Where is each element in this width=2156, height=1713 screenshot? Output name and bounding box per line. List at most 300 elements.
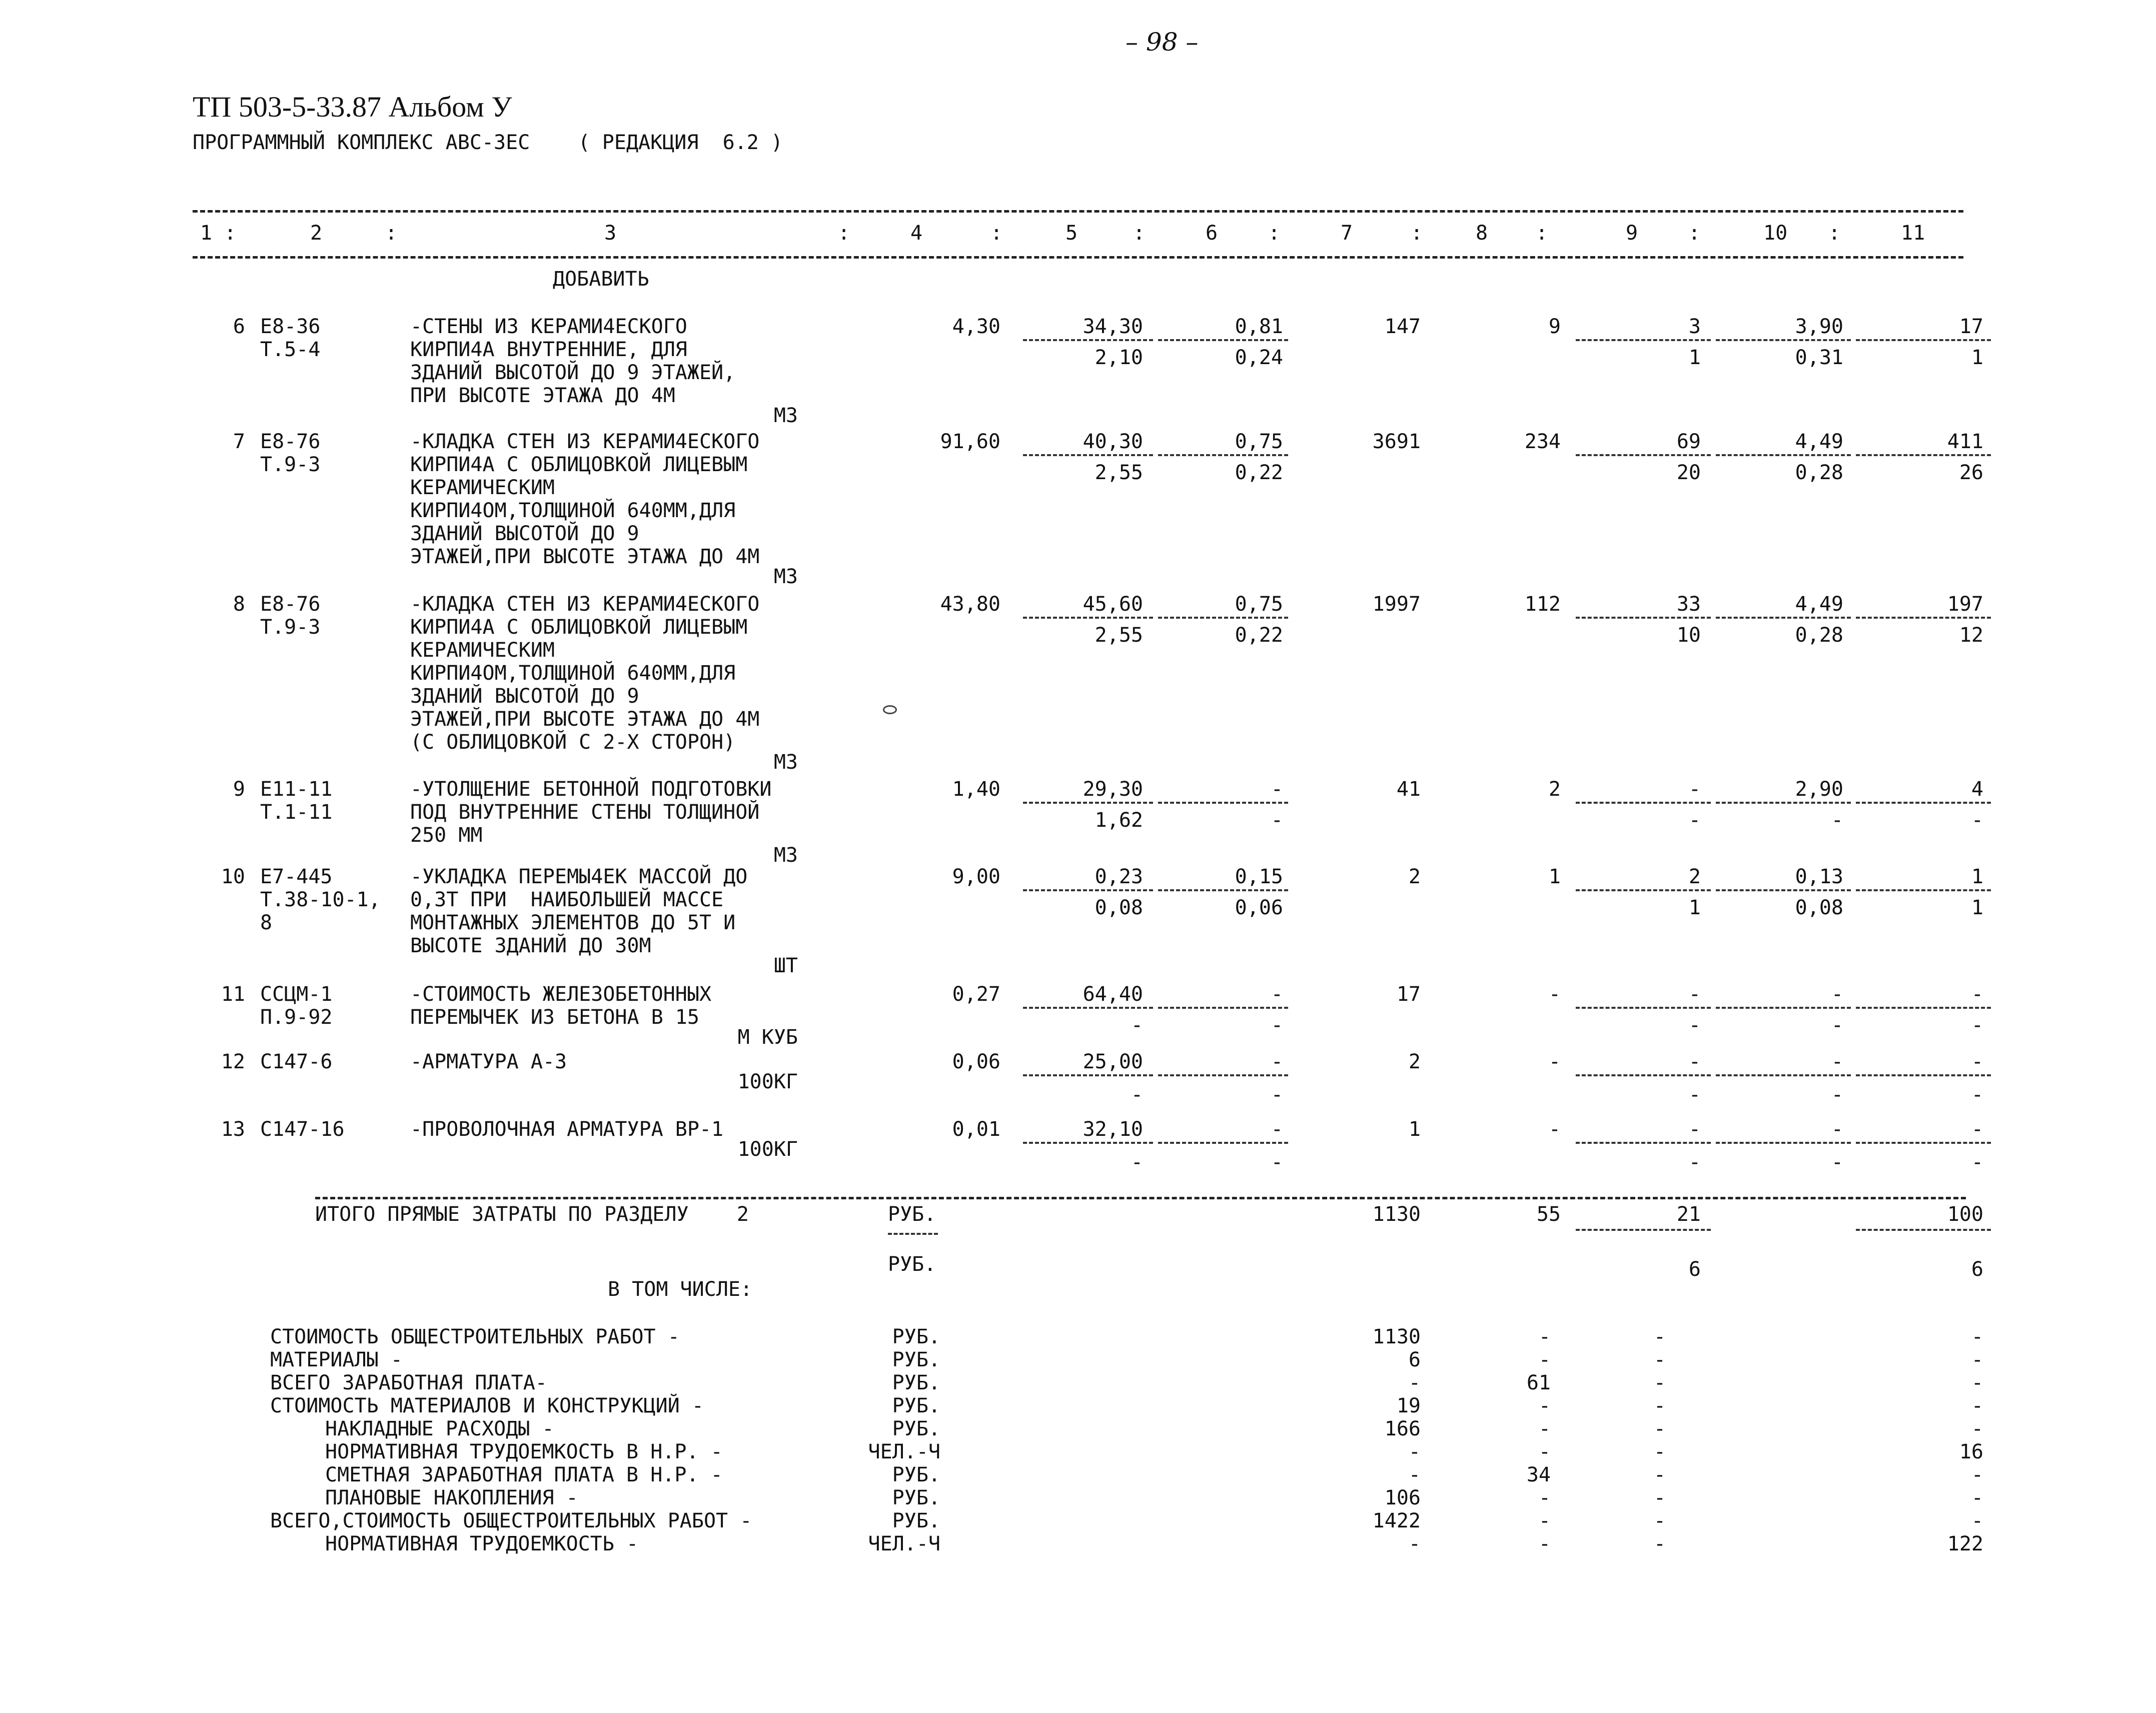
summary-unit: РУБ. (892, 1509, 940, 1532)
row-number: 10 (221, 865, 245, 888)
row-description: -УТОЛЩЕНИЕ БЕТОННОЙ ПОДГОТОВКИ (410, 778, 772, 801)
total-c8: 55 (1536, 1203, 1561, 1226)
summary-c8: - (1538, 1325, 1551, 1348)
program-subtitle: ПРОГРАММНЫЙ КОМПЛЕКС АВС-ЗЕС ( РЕДАКЦИЯ 6.2 ) (193, 131, 783, 154)
value-c8: 2 (1548, 778, 1561, 801)
document-title: ТП 503-5-33.87 Альбом У (193, 91, 512, 123)
summary-c8: - (1538, 1486, 1551, 1509)
unit-divider (888, 1233, 938, 1235)
value-c6-b: 0,06 (1235, 896, 1283, 919)
fraction-divider (1023, 1142, 1153, 1144)
value-c6: - (1271, 778, 1283, 801)
value-c10: 4,49 (1795, 430, 1843, 453)
row-code: Е8-36 (260, 315, 321, 338)
row-code: Т.38-10-1, (260, 888, 381, 911)
header-cell-5: : (838, 222, 850, 245)
value-c10-b: - (1831, 1151, 1843, 1174)
value-c6: 0,75 (1235, 430, 1283, 453)
summary-c7: - (1408, 1440, 1421, 1463)
header-cell-7: : (990, 222, 1003, 245)
summary-label: ВСЕГО ЗАРАБОТНАЯ ПЛАТА- (270, 1371, 547, 1394)
value-c5-b: 2,10 (1095, 346, 1143, 369)
row-description: 0,3Т ПРИ НАИБОЛЬШЕЙ МАССЕ (410, 888, 724, 911)
fraction-divider (1023, 889, 1153, 891)
summary-c7: - (1408, 1463, 1421, 1486)
row-code: Е7-445 (260, 865, 333, 888)
value-c9-b: - (1688, 1083, 1701, 1106)
value-c10: - (1831, 1050, 1843, 1073)
summary-unit: РУБ. (892, 1417, 940, 1440)
fraction-divider (1856, 889, 1991, 891)
summary-c9: - (1653, 1463, 1666, 1486)
header-cell-9: : (1133, 222, 1146, 245)
summary-unit: ЧЕЛ.-Ч (868, 1440, 940, 1463)
header-cell-20: 11 (1901, 222, 1925, 245)
fraction-divider (1576, 454, 1711, 456)
row-description: ЗДАНИЙ ВЫСОТОЙ ДО 9 ЭТАЖЕЙ, (410, 361, 736, 384)
value-c10: 0,13 (1795, 865, 1843, 888)
value-c5: 32,10 (1083, 1118, 1143, 1141)
value-c11: 17 (1959, 315, 1983, 338)
row-description: -УКЛАДКА ПЕРЕМЫ4ЕК МАССОЙ ДО (410, 865, 748, 888)
fraction-divider (1716, 454, 1851, 456)
value-c9: 33 (1676, 593, 1701, 616)
fraction-divider (1158, 617, 1288, 619)
fraction-divider (1576, 1229, 1711, 1231)
value-c5-b: - (1131, 1151, 1143, 1174)
row-description: ПРИ ВЫСОТЕ ЭТАЖА ДО 4М (410, 384, 675, 407)
row-description: КИРПИ4ОМ,ТОЛЩИНОЙ 640ММ,ДЛЯ (410, 662, 736, 685)
row-unit: М3 (773, 565, 798, 588)
fraction-divider (1716, 1074, 1851, 1076)
value-c9: 3 (1688, 315, 1701, 338)
summary-c11: - (1971, 1417, 1983, 1440)
summary-c8: - (1538, 1394, 1551, 1417)
header-cell-11: : (1268, 222, 1281, 245)
total-rule (315, 1197, 1966, 1199)
header-cell-10: 6 (1206, 222, 1218, 245)
header-cell-15: : (1536, 222, 1548, 245)
value-c7: 3691 (1372, 430, 1421, 453)
row-description: -СТЕНЫ ИЗ КЕРАМИ4ЕСКОГО (410, 315, 687, 338)
value-c5: 29,30 (1083, 778, 1143, 801)
row-description: ЭТАЖЕЙ,ПРИ ВЫСОТЕ ЭТАЖА ДО 4М (410, 545, 760, 568)
fraction-divider (1856, 802, 1991, 804)
value-c11: 4 (1971, 778, 1983, 801)
fraction-divider (1576, 339, 1711, 341)
in-that-number: В ТОМ ЧИСЛЕ: (608, 1278, 752, 1301)
header-cell-14: 8 (1476, 222, 1488, 245)
summary-unit: РУБ. (892, 1486, 940, 1509)
summary-c11: - (1971, 1486, 1983, 1509)
row-description: ВЫСОТЕ ЗДАНИЙ ДО 30М (410, 934, 651, 957)
fraction-divider (1576, 1074, 1711, 1076)
row-description: -СТОИМОСТЬ ЖЕЛЕЗОБЕТОННЫХ (410, 983, 712, 1006)
value-c8: 9 (1548, 315, 1561, 338)
row-number: 7 (233, 430, 245, 453)
value-c4: 91,60 (940, 430, 1000, 453)
summary-c11: - (1971, 1325, 1983, 1348)
header-cell-3: : (385, 222, 398, 245)
fraction-divider (1023, 617, 1153, 619)
fraction-divider (1576, 617, 1711, 619)
summary-c8: - (1538, 1532, 1551, 1555)
summary-c7: 106 (1384, 1486, 1421, 1509)
summary-unit: РУБ. (892, 1463, 940, 1486)
header-cell-2: 2 (310, 222, 323, 245)
header-cell-13: : (1411, 222, 1423, 245)
summary-label: ВСЕГО,СТОИМОСТЬ ОБЩЕСТРОИТЕЛЬНЫХ РАБОТ - (270, 1509, 752, 1532)
row-number: 8 (233, 593, 245, 616)
row-code: Е11-11 (260, 778, 333, 801)
total-c9: 21 (1676, 1203, 1701, 1226)
total-label: ИТОГО ПРЯМЫЕ ЗАТРАТЫ ПО РАЗДЕЛУ 2 (315, 1203, 749, 1226)
value-c8: 234 (1524, 430, 1561, 453)
value-c10: 2,90 (1795, 778, 1843, 801)
summary-c7: 1422 (1372, 1509, 1421, 1532)
value-c5-b: - (1131, 1083, 1143, 1106)
value-c7: 41 (1396, 778, 1421, 801)
value-c4: 9,00 (952, 865, 1000, 888)
summary-c11: - (1971, 1463, 1983, 1486)
total-c11: 100 (1947, 1203, 1983, 1226)
value-c4: 0,27 (952, 983, 1000, 1006)
fraction-divider (1158, 454, 1288, 456)
value-c10: 4,49 (1795, 593, 1843, 616)
fraction-divider (1023, 802, 1153, 804)
total-c7: 1130 (1372, 1203, 1421, 1226)
row-description: -КЛАДКА СТЕН ИЗ КЕРАМИ4ЕСКОГО (410, 430, 760, 453)
fraction-divider (1576, 889, 1711, 891)
row-number: 13 (221, 1118, 245, 1141)
value-c5-b: - (1131, 1014, 1143, 1037)
value-c9: 69 (1676, 430, 1701, 453)
row-unit: М КУБ (737, 1026, 798, 1049)
summary-c9: - (1653, 1440, 1666, 1463)
summary-c7: - (1408, 1371, 1421, 1394)
row-number: 9 (233, 778, 245, 801)
value-c4: 43,80 (940, 593, 1000, 616)
header-cell-17: : (1688, 222, 1701, 245)
value-c9-b: - (1688, 1151, 1701, 1174)
value-c4: 0,06 (952, 1050, 1000, 1073)
value-c7: 1997 (1372, 593, 1421, 616)
value-c11-b: 1 (1971, 346, 1983, 369)
value-c9-b: 1 (1688, 346, 1701, 369)
summary-label: СТОИМОСТЬ МАТЕРИАЛОВ И КОНСТРУКЦИЙ - (270, 1394, 704, 1417)
total-unit-b: РУБ. (888, 1253, 936, 1276)
value-c8: 112 (1524, 593, 1561, 616)
row-code: 8 (260, 911, 273, 934)
value-c6-b: 0,22 (1235, 461, 1283, 484)
value-c11-b: 26 (1959, 461, 1983, 484)
row-code: ССЦМ-1 (260, 983, 333, 1006)
summary-c11: - (1971, 1371, 1983, 1394)
row-code: С147-16 (260, 1118, 345, 1141)
value-c6-b: 0,24 (1235, 346, 1283, 369)
value-c7: 17 (1396, 983, 1421, 1006)
row-unit: М3 (773, 751, 798, 774)
row-code: Т.9-3 (260, 616, 321, 639)
value-c5-b: 1,62 (1095, 809, 1143, 832)
row-unit: ШТ (773, 954, 798, 977)
value-c9: - (1688, 1050, 1701, 1073)
value-c9-b: 10 (1676, 624, 1701, 647)
value-c5-b: 2,55 (1095, 624, 1143, 647)
summary-c11: 16 (1959, 1440, 1983, 1463)
row-code: Т.5-4 (260, 338, 321, 361)
value-c6: 0,75 (1235, 593, 1283, 616)
summary-c11: 122 (1947, 1532, 1983, 1555)
value-c8: - (1548, 1118, 1561, 1141)
value-c5: 25,00 (1083, 1050, 1143, 1073)
row-description: (С ОБЛИЦОВКОЙ С 2-Х СТОРОН) (410, 731, 736, 754)
summary-c8: - (1538, 1417, 1551, 1440)
summary-label: НОРМАТИВНАЯ ТРУДОЕМКОСТЬ - (325, 1532, 639, 1555)
summary-c7: 19 (1396, 1394, 1421, 1417)
value-c8: 1 (1548, 865, 1561, 888)
value-c4: 0,01 (952, 1118, 1000, 1141)
value-c10: - (1831, 983, 1843, 1006)
section-title: ДОБАВИТЬ (553, 268, 649, 291)
summary-label: МАТЕРИАЛЫ - (270, 1348, 403, 1371)
value-c9: - (1688, 1118, 1701, 1141)
value-c11-b: 12 (1959, 624, 1983, 647)
header-cell-8: 5 (1065, 222, 1078, 245)
fraction-divider (1023, 1007, 1153, 1009)
fraction-divider (1158, 339, 1288, 341)
row-description: КИРПИ4А С ОБЛИЦОВКОЙ ЛИЦЕВЫМ (410, 453, 748, 476)
row-description: ЗДАНИЙ ВЫСОТОЙ ДО 9 (410, 522, 639, 545)
fraction-divider (1576, 1142, 1711, 1144)
summary-c8: - (1538, 1348, 1551, 1371)
value-c11: 1 (1971, 865, 1983, 888)
value-c7: 147 (1384, 315, 1421, 338)
summary-label: СТОИМОСТЬ ОБЩЕСТРОИТЕЛЬНЫХ РАБОТ - (270, 1325, 680, 1348)
value-c8: - (1548, 983, 1561, 1006)
fraction-divider (1023, 1074, 1153, 1076)
row-description: ПЕРЕМЫЧЕК ИЗ БЕТОНА В 15 (410, 1006, 699, 1029)
value-c5-b: 2,55 (1095, 461, 1143, 484)
row-unit: М3 (773, 844, 798, 867)
fraction-divider (1158, 1007, 1288, 1009)
summary-c8: 34 (1526, 1463, 1551, 1486)
summary-c8: - (1538, 1509, 1551, 1532)
row-description: 250 ММ (410, 824, 483, 847)
fraction-divider (1576, 1007, 1711, 1009)
row-description: -АРМАТУРА А-3 (410, 1050, 567, 1073)
summary-unit: ЧЕЛ.-Ч (868, 1532, 940, 1555)
value-c9-b: - (1688, 1014, 1701, 1037)
summary-unit: РУБ. (892, 1348, 940, 1371)
summary-c9: - (1653, 1394, 1666, 1417)
value-c6: - (1271, 1050, 1283, 1073)
summary-c11: - (1971, 1348, 1983, 1371)
value-c11-b: 1 (1971, 896, 1983, 919)
header-cell-19: : (1828, 222, 1841, 245)
total-c11-b: 6 (1971, 1258, 1983, 1281)
value-c11-b: - (1971, 809, 1983, 832)
summary-label: ПЛАНОВЫЕ НАКОПЛЕНИЯ - (325, 1486, 578, 1509)
value-c5-b: 0,08 (1095, 896, 1143, 919)
row-number: 11 (221, 983, 245, 1006)
row-description: КЕРАМИЧЕСКИМ (410, 476, 555, 499)
value-c6: - (1271, 1118, 1283, 1141)
value-c10-b: - (1831, 809, 1843, 832)
row-number: 6 (233, 315, 245, 338)
summary-unit: РУБ. (892, 1325, 940, 1348)
fraction-divider (1856, 617, 1991, 619)
summary-c11: - (1971, 1509, 1983, 1532)
summary-label: СМЕТНАЯ ЗАРАБОТНАЯ ПЛАТА В Н.Р. - (325, 1463, 723, 1486)
total-c9-b: 6 (1688, 1258, 1701, 1281)
value-c7: 2 (1408, 1050, 1421, 1073)
fraction-divider (1716, 802, 1851, 804)
value-c11-b: - (1971, 1014, 1983, 1037)
fraction-divider (1716, 889, 1851, 891)
value-c5: 0,23 (1095, 865, 1143, 888)
value-c9: - (1688, 778, 1701, 801)
value-c4: 1,40 (952, 778, 1000, 801)
value-c9-b: - (1688, 809, 1701, 832)
value-c11: - (1971, 1050, 1983, 1073)
value-c5: 45,60 (1083, 593, 1143, 616)
summary-c9: - (1653, 1417, 1666, 1440)
value-c6-b: - (1271, 1151, 1283, 1174)
value-c10: 3,90 (1795, 315, 1843, 338)
value-c10-b: - (1831, 1014, 1843, 1037)
summary-unit: РУБ. (892, 1371, 940, 1394)
fraction-divider (1023, 454, 1153, 456)
header-cell-4: 3 (604, 222, 617, 245)
summary-c9: - (1653, 1532, 1666, 1555)
value-c11-b: - (1971, 1083, 1983, 1106)
total-unit: РУБ. (888, 1203, 936, 1226)
value-c11: 411 (1947, 430, 1983, 453)
fraction-divider (1716, 1142, 1851, 1144)
summary-c9: - (1653, 1325, 1666, 1348)
fraction-divider (1856, 454, 1991, 456)
summary-label: НАКЛАДНЫЕ РАСХОДЫ - (325, 1417, 554, 1440)
row-code: Т.1-11 (260, 801, 333, 824)
value-c11: - (1971, 1118, 1983, 1141)
row-number: 12 (221, 1050, 245, 1073)
fraction-divider (1158, 802, 1288, 804)
value-c9: 2 (1688, 865, 1701, 888)
fraction-divider (1856, 1007, 1991, 1009)
value-c10-b: 0,31 (1795, 346, 1843, 369)
header-cell-16: 9 (1626, 222, 1638, 245)
summary-c8: - (1538, 1440, 1551, 1463)
header-cell-1: 1 : (200, 222, 237, 245)
header-cell-12: 7 (1341, 222, 1353, 245)
value-c9-b: 20 (1676, 461, 1701, 484)
value-c5: 64,40 (1083, 983, 1143, 1006)
ink-mark (883, 705, 897, 714)
row-description: КИРПИ4А ВНУТРЕННИЕ, ДЛЯ (410, 338, 687, 361)
fraction-divider (1576, 802, 1711, 804)
summary-c7: 1130 (1372, 1325, 1421, 1348)
summary-c7: - (1408, 1532, 1421, 1555)
value-c10-b: 0,08 (1795, 896, 1843, 919)
row-description: -ПРОВОЛОЧНАЯ АРМАТУРА ВР-1 (410, 1118, 724, 1141)
summary-c8: 61 (1526, 1371, 1551, 1394)
value-c6-b: - (1271, 1083, 1283, 1106)
row-unit: 100КГ (737, 1070, 798, 1093)
fraction-divider (1158, 1074, 1288, 1076)
value-c11: 197 (1947, 593, 1983, 616)
row-description: ЭТАЖЕЙ,ПРИ ВЫСОТЕ ЭТАЖА ДО 4М (410, 708, 760, 731)
fraction-divider (1856, 1074, 1991, 1076)
row-code: П.9-92 (260, 1006, 333, 1029)
value-c10: - (1831, 1118, 1843, 1141)
value-c6: - (1271, 983, 1283, 1006)
value-c7: 1 (1408, 1118, 1421, 1141)
row-code: С147-6 (260, 1050, 333, 1073)
value-c6: 0,15 (1235, 865, 1283, 888)
value-c8: - (1548, 1050, 1561, 1073)
row-code: Е8-76 (260, 430, 321, 453)
row-description: ЗДАНИЙ ВЫСОТОЙ ДО 9 (410, 685, 639, 708)
value-c7: 2 (1408, 865, 1421, 888)
row-description: КИРПИ4ОМ,ТОЛЩИНОЙ 640ММ,ДЛЯ (410, 499, 736, 522)
summary-label: НОРМАТИВНАЯ ТРУДОЕМКОСТЬ В Н.Р. - (325, 1440, 723, 1463)
summary-c9: - (1653, 1486, 1666, 1509)
row-code: Е8-76 (260, 593, 321, 616)
summary-c9: - (1653, 1509, 1666, 1532)
value-c6-b: - (1271, 1014, 1283, 1037)
fraction-divider (1856, 1142, 1991, 1144)
value-c6-b: 0,22 (1235, 624, 1283, 647)
header-cell-18: 10 (1763, 222, 1788, 245)
summary-unit: РУБ. (892, 1394, 940, 1417)
row-description: -КЛАДКА СТЕН ИЗ КЕРАМИ4ЕСКОГО (410, 593, 760, 616)
row-description: КИРПИ4А С ОБЛИЦОВКОЙ ЛИЦЕВЫМ (410, 616, 748, 639)
fraction-divider (1716, 617, 1851, 619)
value-c11: - (1971, 983, 1983, 1006)
row-description: КЕРАМИЧЕСКИМ (410, 639, 555, 662)
fraction-divider (1158, 1142, 1288, 1144)
fraction-divider (1716, 1007, 1851, 1009)
value-c11-b: - (1971, 1151, 1983, 1174)
summary-c9: - (1653, 1371, 1666, 1394)
value-c5: 34,30 (1083, 315, 1143, 338)
value-c6: 0,81 (1235, 315, 1283, 338)
value-c10-b: - (1831, 1083, 1843, 1106)
summary-c11: - (1971, 1394, 1983, 1417)
value-c10-b: 0,28 (1795, 461, 1843, 484)
row-description: ПОД ВНУТРЕННИЕ СТЕНЫ ТОЛЩИНОЙ (410, 801, 760, 824)
value-c9-b: 1 (1688, 896, 1701, 919)
value-c9: - (1688, 983, 1701, 1006)
row-unit: М3 (773, 404, 798, 427)
fraction-divider (1023, 339, 1153, 341)
row-unit: 100КГ (737, 1138, 798, 1161)
value-c10-b: 0,28 (1795, 624, 1843, 647)
header-cell-6: 4 (910, 222, 923, 245)
page-number: – 98 – (1126, 28, 1199, 57)
row-description: МОНТАЖНЫХ ЭЛЕМЕНТОВ ДО 5Т И (410, 911, 736, 934)
value-c5: 40,30 (1083, 430, 1143, 453)
summary-c9: - (1653, 1348, 1666, 1371)
fraction-divider (1716, 339, 1851, 341)
row-code: Т.9-3 (260, 453, 321, 476)
fraction-divider (1856, 339, 1991, 341)
value-c4: 4,30 (952, 315, 1000, 338)
fraction-divider (1856, 1229, 1991, 1231)
summary-c7: 6 (1408, 1348, 1421, 1371)
value-c6-b: - (1271, 809, 1283, 832)
